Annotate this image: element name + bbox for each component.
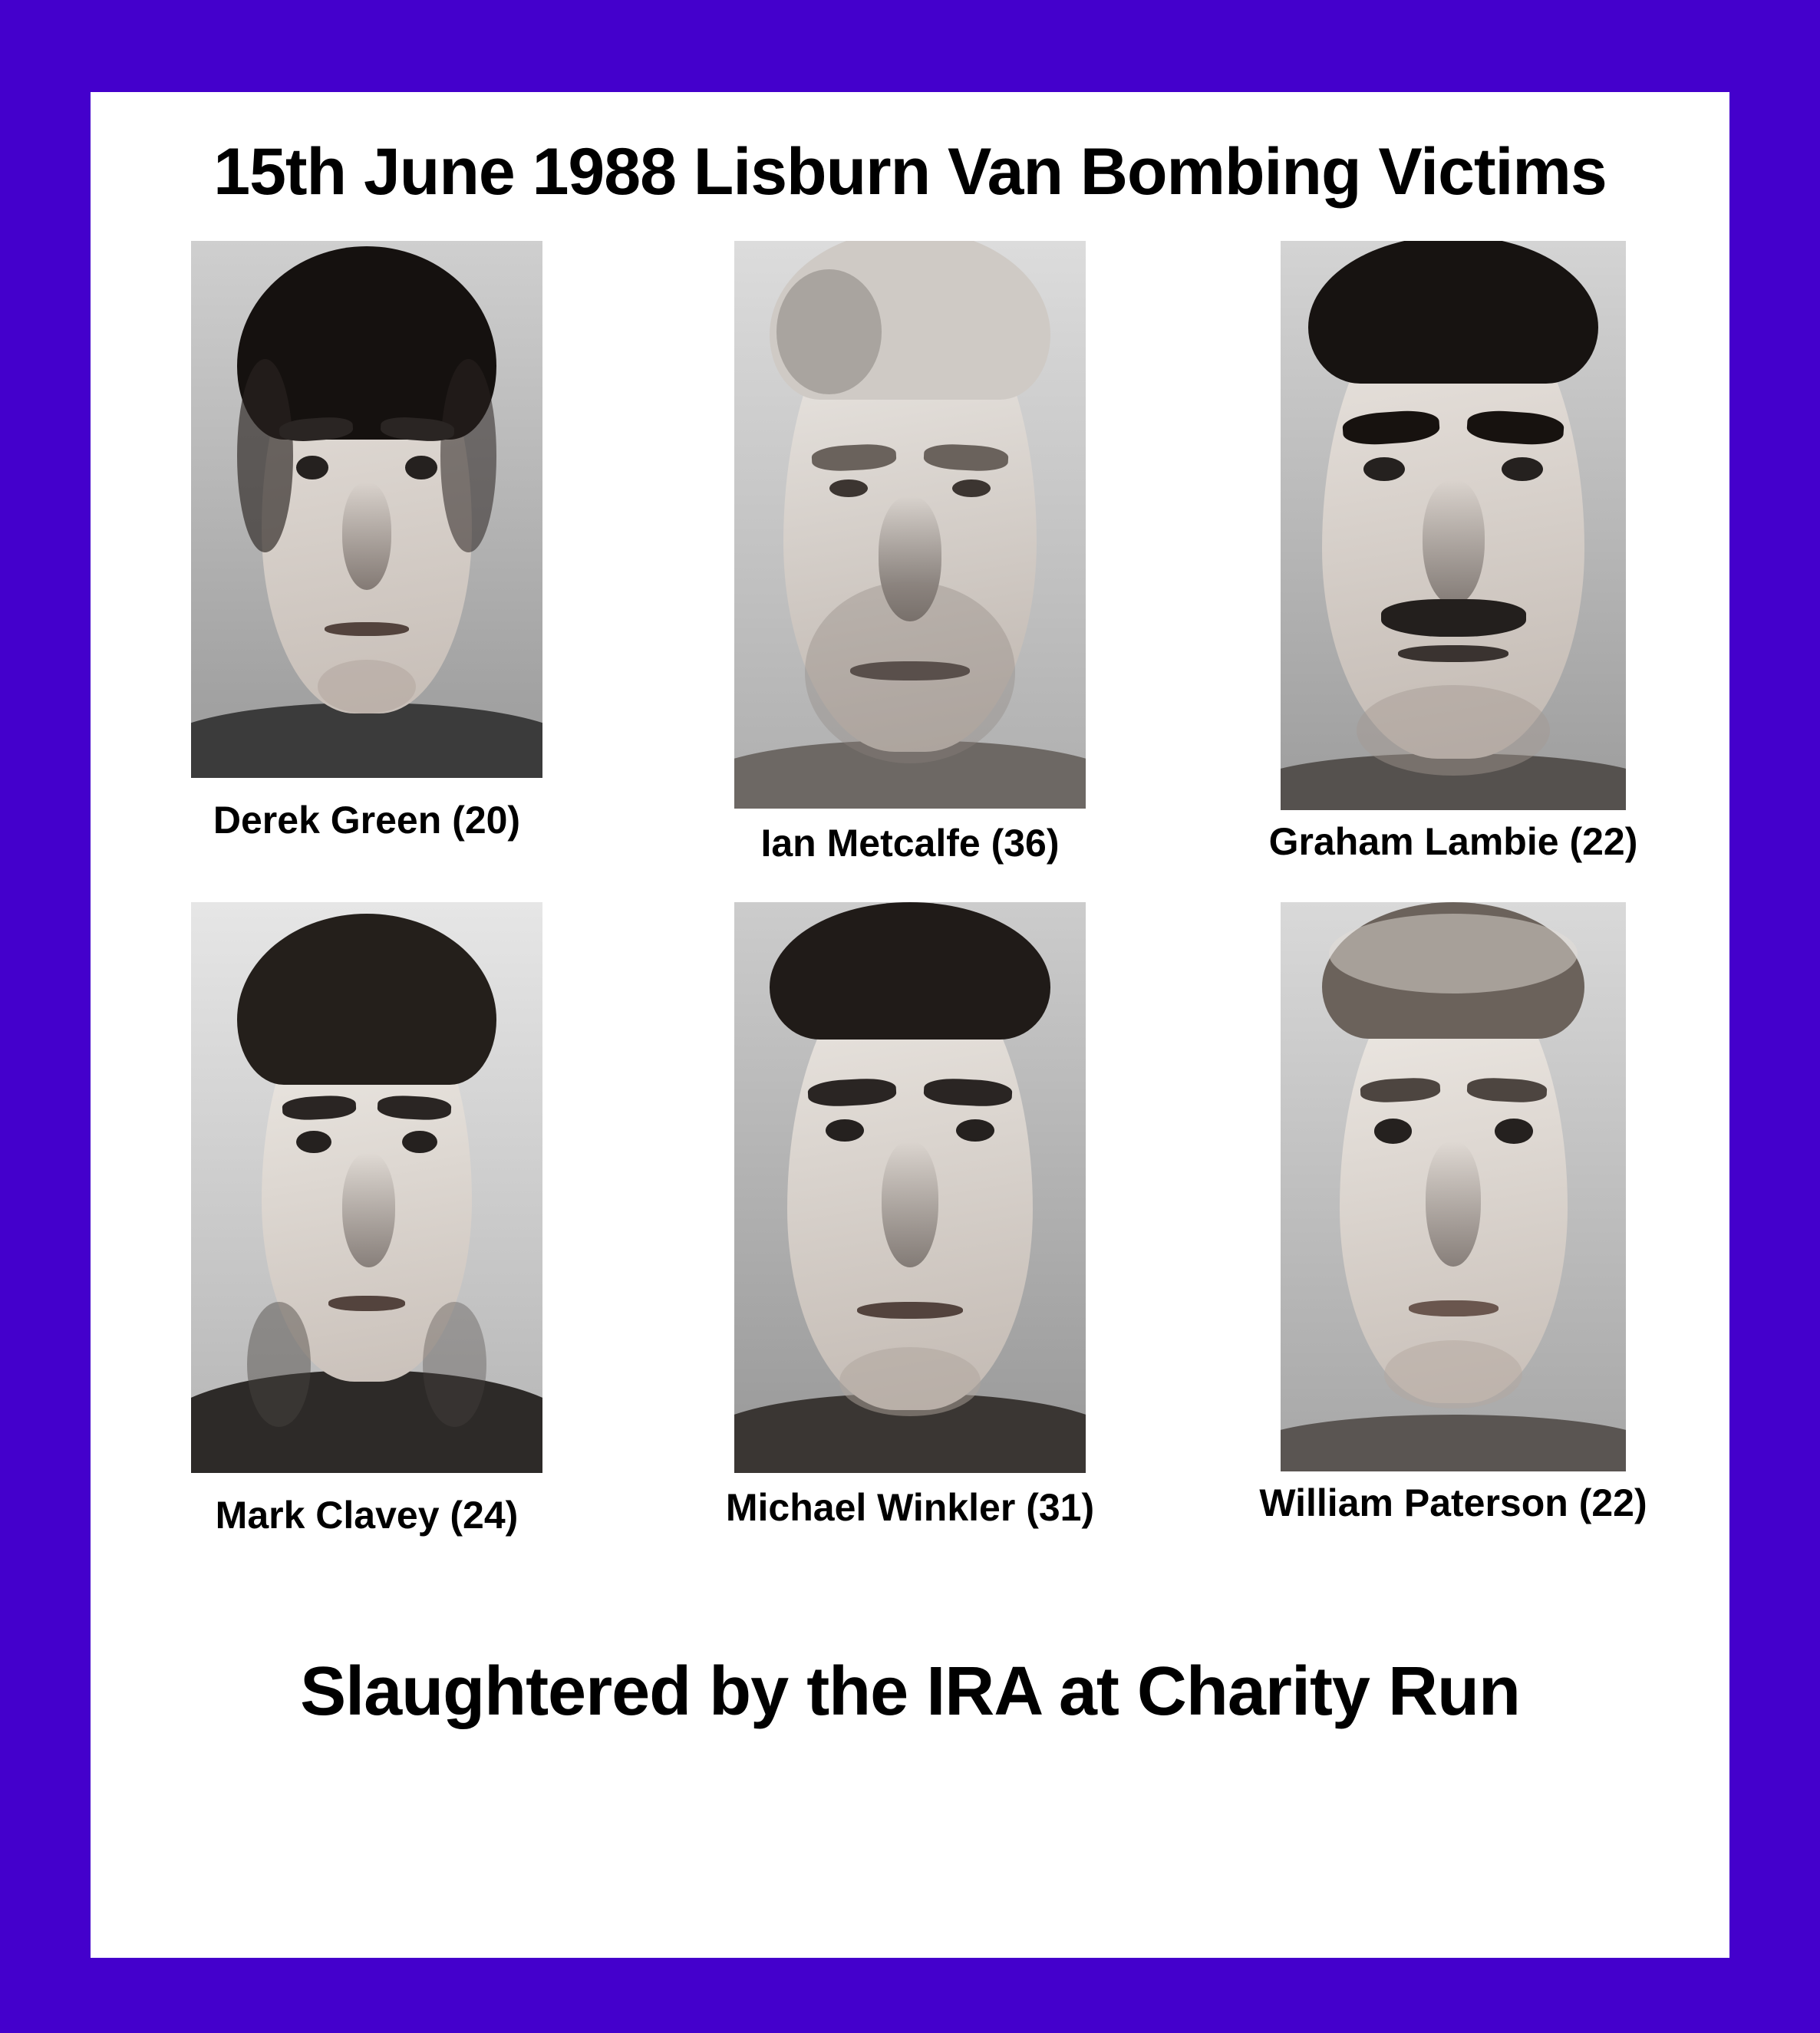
victim-card-mark-clavey (190, 902, 543, 1537)
victim-caption: Graham Lambie (22) (1268, 820, 1638, 863)
victim-card-derek-green (190, 241, 543, 842)
victims-row-2 (190, 902, 1647, 1537)
victim-card-michael-winkler (725, 902, 1095, 1530)
portrait-mark-clavey (191, 902, 542, 1473)
victim-card-william-paterson (1259, 902, 1647, 1525)
victim-caption: Mark Clavey (24) (215, 1494, 519, 1537)
portrait-graham-lambie (1281, 241, 1626, 810)
victim-caption: Michael Winkler (31) (725, 1486, 1095, 1529)
page-title: 15th June 1988 Lisburn Van Bombing Victims (213, 135, 1607, 209)
portrait-ian-metcalfe (734, 241, 1086, 809)
victims-row-1 (190, 241, 1638, 865)
victim-card-ian-metcalfe (734, 241, 1086, 865)
victim-caption: William Paterson (22) (1259, 1481, 1647, 1524)
victim-caption: Ian Metcalfe (36) (760, 822, 1060, 865)
portrait-william-paterson (1281, 902, 1626, 1471)
portrait-michael-winkler (734, 902, 1086, 1473)
poster-footer: Slaughtered by the IRA at Charity Run (300, 1653, 1520, 1730)
memorial-poster (91, 92, 1729, 1958)
victim-card-graham-lambie (1268, 241, 1638, 864)
victim-caption: Derek Green (20) (213, 799, 521, 842)
victims-grid (91, 241, 1729, 1537)
portrait-derek-green (191, 241, 542, 778)
